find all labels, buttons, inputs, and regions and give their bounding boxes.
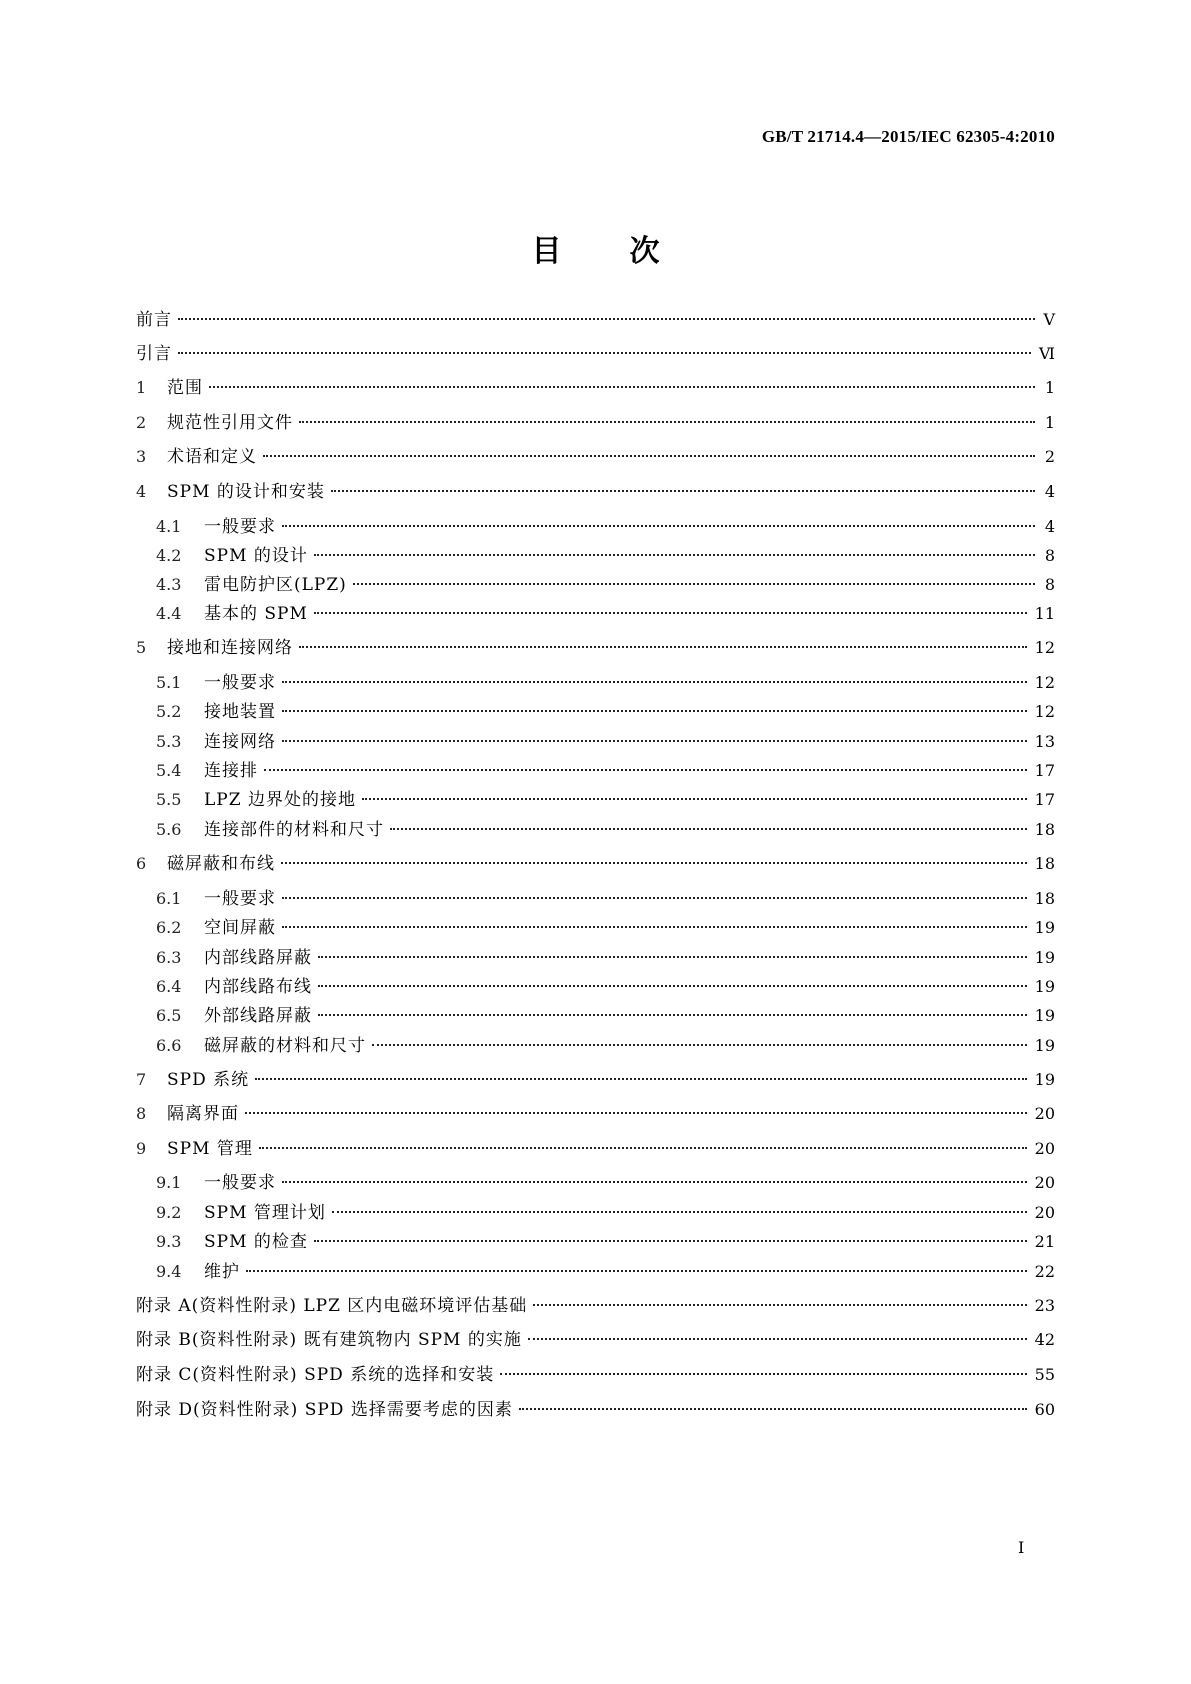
toc-entry-title: LPZ 边界处的接地 [204, 790, 356, 810]
toc-entry[interactable] [156, 787, 1055, 813]
toc-entry[interactable] [156, 817, 1055, 843]
toc-entry-number: 6.5 [156, 1006, 182, 1025]
toc-entry[interactable] [156, 1229, 1055, 1255]
toc-entry[interactable] [136, 635, 1055, 661]
toc-entry-title: 一般要求 [204, 1173, 276, 1193]
toc-entry-page: 12 [1034, 673, 1055, 692]
toc-entry[interactable] [136, 1397, 1055, 1423]
toc-entry[interactable] [136, 479, 1055, 505]
toc-entry[interactable] [156, 601, 1055, 627]
toc-leader-dots [263, 454, 1035, 457]
toc-entry-number: 5.5 [156, 790, 182, 809]
toc-entry-title: 一般要求 [204, 889, 276, 909]
toc-entry-title: 术语和定义 [167, 447, 257, 467]
toc-entry-number: 5.3 [156, 732, 182, 751]
toc-entry-title: 附录 A(资料性附录) LPZ 区内电磁环境评估基础 [136, 1296, 528, 1316]
toc-entry-page: 1 [1044, 378, 1055, 397]
toc-entry[interactable] [136, 410, 1055, 436]
toc-entry-title: 接地装置 [204, 702, 276, 722]
toc-entry-number: 5 [136, 638, 147, 657]
toc-leader-dots [282, 739, 1027, 742]
toc-leader-dots [264, 768, 1027, 771]
toc-entry-number: 5.2 [156, 702, 182, 721]
toc-entry-page: 18 [1034, 854, 1055, 873]
toc-entry-page: 20 [1034, 1173, 1055, 1192]
toc-leader-dots [299, 420, 1035, 423]
toc-entry-number: 9.3 [156, 1232, 182, 1251]
toc-entry-number: 6.1 [156, 889, 182, 908]
toc-entry-page: 23 [1034, 1296, 1055, 1315]
toc-entry[interactable] [156, 1200, 1055, 1226]
toc-entry[interactable] [156, 758, 1055, 784]
toc-entry[interactable] [156, 729, 1055, 755]
toc-entry-page: 55 [1034, 1365, 1055, 1384]
toc-entry-page: 13 [1034, 732, 1055, 751]
toc-entry-number: 4 [136, 482, 147, 501]
toc-entry-page: 19 [1034, 948, 1055, 967]
toc-entry-page: 19 [1034, 1006, 1055, 1025]
toc-leader-dots [390, 827, 1027, 830]
toc-entry[interactable] [136, 1293, 1055, 1319]
toc-leader-dots [282, 925, 1027, 928]
toc-entry-title: SPM 的检查 [204, 1232, 308, 1252]
toc-entry-title: 附录 B(资料性附录) 既有建筑物内 SPM 的实施 [136, 1330, 522, 1350]
toc-entry[interactable] [136, 375, 1055, 401]
toc-leader-dots [314, 553, 1035, 556]
toc-entry-page: 12 [1034, 638, 1055, 657]
toc-entry-title: SPM 管理计划 [204, 1203, 326, 1223]
title-char-2: 次 [629, 234, 660, 269]
toc-leader-dots [318, 1013, 1027, 1016]
toc-entry-title: 连接排 [204, 761, 258, 781]
toc-entry-number: 9.1 [156, 1173, 182, 1192]
toc-leader-dots [353, 582, 1035, 585]
toc-entry-title: 前言 [136, 310, 172, 330]
toc-entry-number: 6.4 [156, 977, 182, 996]
toc-entry-page: Ⅴ [1043, 310, 1055, 329]
toc-entry-title: 附录 D(资料性附录) SPD 选择需要考虑的因素 [136, 1400, 513, 1420]
toc-leader-dots [332, 1210, 1027, 1213]
toc-entry-number: 5.4 [156, 761, 182, 780]
standard-code: GB/T 21714.4—2015/IEC 62305-4:2010 [761, 127, 1055, 146]
toc-entry-number: 3 [136, 447, 147, 466]
toc-entry-number: 4.1 [156, 517, 182, 536]
toc-entry-number: 4.3 [156, 575, 182, 594]
toc-entry[interactable] [136, 1067, 1055, 1093]
toc-leader-dots [282, 524, 1035, 527]
toc-leader-dots [282, 1180, 1027, 1183]
toc-entry-page: 19 [1034, 1070, 1055, 1089]
toc-entry-number: 1 [136, 378, 147, 397]
toc-leader-dots [282, 896, 1027, 899]
toc-entry[interactable] [156, 670, 1055, 696]
toc-entry-title: 引言 [136, 344, 172, 364]
toc-entry-title: SPM 的设计 [204, 546, 308, 566]
toc-entry-page: 17 [1034, 761, 1055, 780]
toc-entry-title: 外部线路屏蔽 [204, 1006, 312, 1026]
toc-entry-page: 8 [1044, 546, 1055, 565]
toc-entry-number: 6 [136, 854, 147, 873]
toc-leader-dots [314, 1239, 1027, 1242]
toc-leader-dots [318, 955, 1027, 958]
toc-entry[interactable] [136, 1327, 1055, 1353]
toc-entry[interactable] [156, 543, 1055, 569]
toc-entry-title: 一般要求 [204, 673, 276, 693]
toc-entry-page: 21 [1034, 1232, 1055, 1251]
toc-entry-number: 2 [136, 413, 147, 432]
toc-entry-page: 60 [1034, 1400, 1055, 1419]
toc-entry-page: 12 [1034, 702, 1055, 721]
toc-entry[interactable] [156, 699, 1055, 725]
toc-entry-page: 18 [1034, 820, 1055, 839]
toc-entry[interactable] [136, 1136, 1055, 1162]
toc-leader-dots [282, 680, 1027, 683]
toc-entry-title: 一般要求 [204, 517, 276, 537]
toc-entry-page: 19 [1034, 1036, 1055, 1055]
toc-entry[interactable] [156, 514, 1055, 540]
toc-entry[interactable] [136, 1362, 1055, 1388]
toc-entry-page: 1 [1044, 413, 1055, 432]
toc-entry[interactable] [156, 1259, 1055, 1285]
toc-entry-page: Ⅵ [1038, 344, 1055, 363]
toc-entry-title: 磁屏蔽的材料和尺寸 [204, 1036, 366, 1056]
toc-entry-page: 22 [1034, 1262, 1055, 1281]
toc-entry-title: SPD 系统 [167, 1070, 250, 1090]
toc-entry[interactable] [156, 572, 1055, 598]
toc-entry-title: 范围 [167, 378, 203, 398]
toc-leader-dots [318, 984, 1027, 987]
toc-entry-number: 6.2 [156, 918, 182, 937]
toc-entry-page: 20 [1034, 1139, 1055, 1158]
toc-leader-dots [372, 1043, 1027, 1046]
toc-entry-title: 规范性引用文件 [167, 413, 293, 433]
toc-entry-page: 42 [1034, 1330, 1055, 1349]
toc-entry[interactable] [136, 444, 1055, 470]
toc-entry-title: 基本的 SPM [204, 604, 308, 624]
title-char-1: 目 [531, 234, 562, 269]
toc-leader-dots [282, 709, 1027, 712]
toc-entry-page: 4 [1044, 482, 1055, 501]
toc-leader-dots [314, 611, 1027, 614]
toc-leader-dots [362, 797, 1027, 800]
toc-leader-dots [533, 1303, 1026, 1306]
toc-entry-title: 隔离界面 [167, 1104, 239, 1124]
toc-entry-title: 连接部件的材料和尺寸 [204, 820, 384, 840]
toc-leader-dots [178, 317, 1035, 320]
toc-entry-title: SPM 的设计和安装 [167, 482, 325, 502]
toc-entry-title: 磁屏蔽和布线 [167, 854, 275, 874]
toc-entry-title: 空间屏蔽 [204, 918, 276, 938]
toc-entry[interactable] [136, 341, 1055, 367]
toc-entry-number: 8 [136, 1104, 147, 1123]
toc-entry-number: 7 [136, 1070, 147, 1089]
toc-entry-title: 接地和连接网络 [167, 638, 293, 658]
toc-entry-page: 20 [1034, 1104, 1055, 1123]
toc-entry[interactable] [136, 851, 1055, 877]
toc-entry-title: 内部线路屏蔽 [204, 948, 312, 968]
toc-entry[interactable] [156, 915, 1055, 941]
toc-entry-page: 17 [1034, 790, 1055, 809]
toc-leader-dots [281, 861, 1027, 864]
toc-entry-number: 9.4 [156, 1262, 182, 1281]
toc-entry-page: 19 [1034, 918, 1055, 937]
toc-entry-page: 4 [1044, 517, 1055, 536]
toc-leader-dots [246, 1269, 1027, 1272]
toc-entry-page: 18 [1034, 889, 1055, 908]
toc-entry-number: 6.3 [156, 948, 182, 967]
toc-entry-title: SPM 管理 [167, 1139, 253, 1159]
toc-entry-number: 6.6 [156, 1036, 182, 1055]
toc-entry-title: 内部线路布线 [204, 977, 312, 997]
toc-leader-dots [209, 385, 1035, 388]
toc-entry-title: 附录 C(资料性附录) SPD 系统的选择和安装 [136, 1365, 495, 1385]
toc-leader-dots [178, 351, 1031, 354]
toc-leader-dots [528, 1337, 1027, 1340]
toc-leader-dots [255, 1077, 1027, 1080]
toc-entry[interactable] [156, 974, 1055, 1000]
toc-entry-page: 8 [1044, 575, 1055, 594]
toc-entry-page: 2 [1044, 447, 1055, 466]
toc-leader-dots [299, 645, 1027, 648]
toc-leader-dots [519, 1407, 1027, 1410]
toc-entry[interactable] [136, 1101, 1055, 1127]
toc-entry-title: 连接网络 [204, 732, 276, 752]
toc-leader-dots [500, 1372, 1026, 1375]
toc-entry-page: 19 [1034, 977, 1055, 996]
toc-entry-page: 11 [1034, 604, 1055, 623]
toc-entry[interactable] [156, 1170, 1055, 1196]
toc-entry[interactable] [136, 307, 1055, 333]
toc-entry-number: 4.2 [156, 546, 182, 565]
toc-entry[interactable] [156, 886, 1055, 912]
toc-entry-number: 9 [136, 1139, 147, 1158]
toc-entry-number: 9.2 [156, 1203, 182, 1222]
toc-entry[interactable] [156, 1033, 1055, 1059]
toc-entry-page: 20 [1034, 1203, 1055, 1222]
toc-entry-number: 5.6 [156, 820, 182, 839]
toc-leader-dots [331, 489, 1035, 492]
toc-entry-number: 4.4 [156, 604, 182, 623]
toc-entry-number: 5.1 [156, 673, 182, 692]
page-title [0, 226, 1191, 270]
page-number: I [1018, 1538, 1025, 1557]
toc-entry[interactable] [156, 1003, 1055, 1029]
toc-entry-title: 雷电防护区(LPZ) [204, 575, 347, 595]
toc-leader-dots [259, 1146, 1027, 1149]
toc-entry-title: 维护 [204, 1262, 240, 1282]
toc-entry[interactable] [156, 945, 1055, 971]
toc-leader-dots [245, 1111, 1027, 1114]
